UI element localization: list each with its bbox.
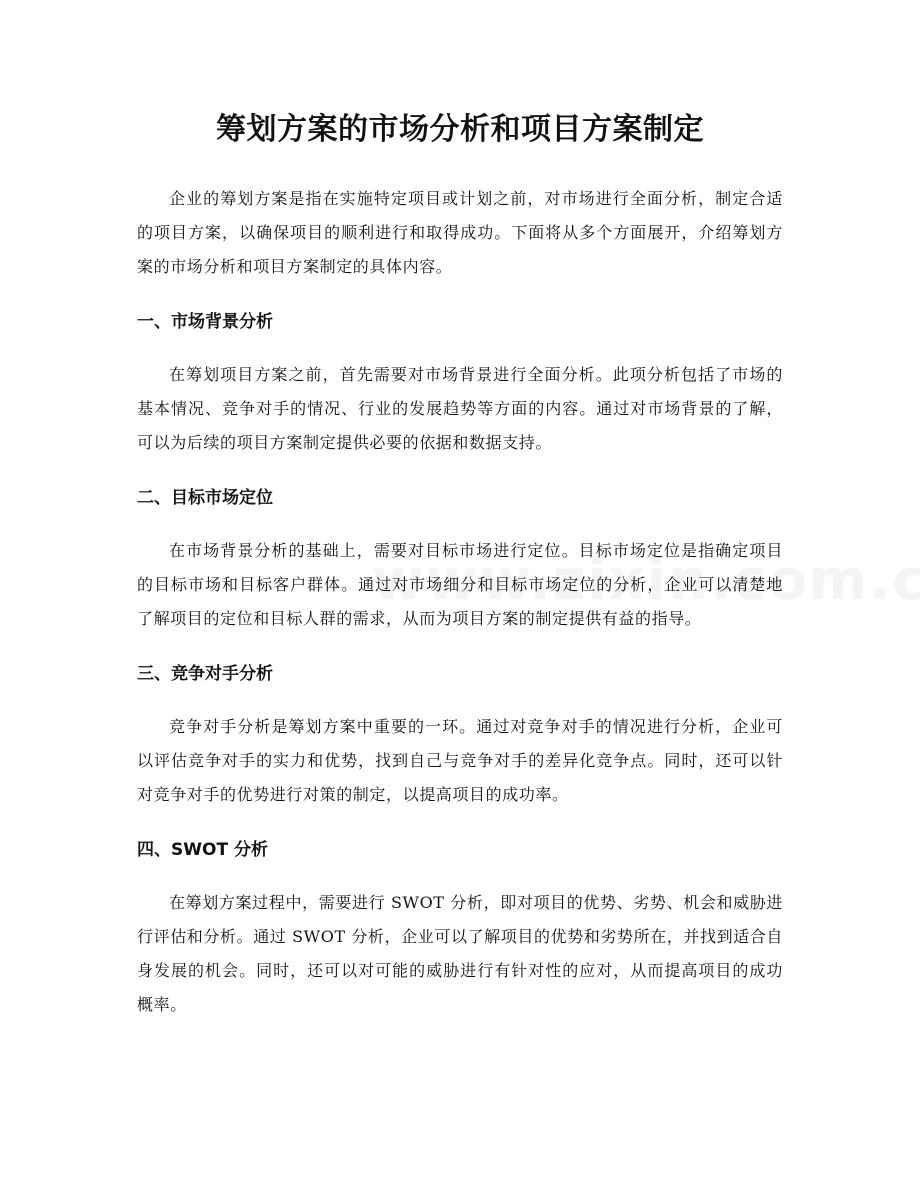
section-body-2: 在市场背景分析的基础上，需要对目标市场进行定位。目标市场定位是指确定项目的目标市场和目标客户群体。通过对市场细分和目标市场定位的分析，企业可以清楚地了解项目的定位和目标人群的需求，从而为项目方案的制定提供有益的指导。 (137, 541, 783, 628)
section-heading-4: 四、SWOT 分析 (137, 840, 268, 860)
section-body-3: 竞争对手分析是筹划方案中重要的一环。通过对竞争对手的情况进行分析，企业可以评估竞争对手的实力和优势，找到自己与竞争对手的差异化竞争点。同时，还可以针对竞争对手的优势进行对策的制定，以提高项目的成功率。 (137, 717, 783, 804)
section-body-1: 在筹划项目方案之前，首先需要对市场背景进行全面分析。此项分析包括了市场的基本情况、竞争对手的情况、行业的发展趋势等方面的内容。通过对市场背景的了解，可以为后续的项目方案制定提供必要的依据和数据支持。 (137, 365, 783, 452)
section-heading-1: 一、市场背景分析 (137, 312, 273, 332)
document-body (137, 182, 783, 1022)
section-body-4: 在筹划方案过程中，需要进行 SWOT 分析，即对项目的优势、劣势、机会和威胁进行评估和分析。通过 SWOT 分析，企业可以了解项目的优势和劣势所在，并找到适合自身发展的机会。同时，还可以对可能的威胁进行有针对性的应对，从而提高项目的成功概率。 (137, 893, 783, 1014)
section-heading-3: 三、竞争对手分析 (137, 664, 273, 684)
intro-paragraph: 企业的筹划方案是指在实施特定项目或计划之前，对市场进行全面分析，制定合适的项目方案，以确保项目的顺利进行和取得成功。下面将从多个方面展开，介绍筹划方案的市场分析和项目方案制定的具体内容。 (137, 189, 783, 276)
document-title: 筹划方案的市场分析和项目方案制定 (216, 112, 704, 147)
section-heading-2: 二、目标市场定位 (137, 488, 273, 508)
